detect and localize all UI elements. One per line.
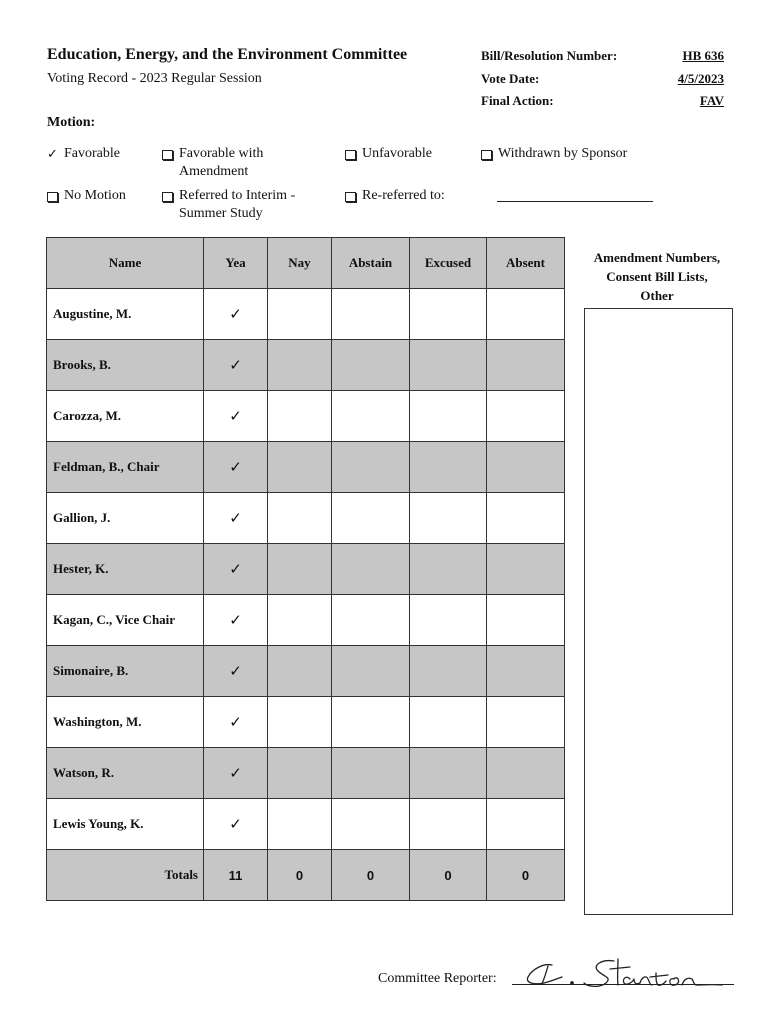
checkbox-icon xyxy=(162,150,173,160)
nay-cell xyxy=(268,340,332,391)
totals-row xyxy=(47,850,565,901)
member-name: Hester, K. xyxy=(47,544,204,595)
abstain-cell xyxy=(332,799,410,850)
nay-cell xyxy=(268,646,332,697)
total-excused: 0 xyxy=(410,850,487,901)
abstain-cell xyxy=(332,340,410,391)
abstain-cell xyxy=(332,544,410,595)
checkbox-icon xyxy=(47,192,58,202)
yea-cell xyxy=(204,289,268,340)
absent-cell xyxy=(487,391,565,442)
yea-cell xyxy=(204,748,268,799)
member-name: Augustine, M. xyxy=(47,289,204,340)
yea-cell xyxy=(204,595,268,646)
excused-cell xyxy=(410,289,487,340)
nay-cell xyxy=(268,799,332,850)
vote-date-label: Vote Date: xyxy=(481,71,540,86)
excused-cell xyxy=(410,544,487,595)
option-withdrawn-label: Withdrawn by Sponsor xyxy=(498,146,628,161)
checkmark-icon: ✓ xyxy=(229,815,242,833)
excused-cell xyxy=(410,595,487,646)
option-rereferred[interactable] xyxy=(345,187,445,205)
checkmark-icon: ✓ xyxy=(229,611,242,629)
table-row xyxy=(47,595,565,646)
yea-cell xyxy=(204,799,268,850)
table-row xyxy=(47,340,565,391)
member-name: Kagan, C., Vice Chair xyxy=(47,595,204,646)
abstain-cell xyxy=(332,391,410,442)
yea-cell xyxy=(204,493,268,544)
checkmark-icon: ✓ xyxy=(229,509,242,527)
excused-cell xyxy=(410,646,487,697)
amendment-header-line3: Other xyxy=(640,288,674,303)
absent-cell xyxy=(487,595,565,646)
excused-cell xyxy=(410,442,487,493)
abstain-cell xyxy=(332,289,410,340)
bill-number-value: HB 636 xyxy=(682,48,724,63)
member-name: Brooks, B. xyxy=(47,340,204,391)
total-yea: 11 xyxy=(204,850,268,901)
nay-cell xyxy=(268,595,332,646)
table-row xyxy=(47,697,565,748)
voting-table xyxy=(46,237,565,901)
motion-label: Motion: xyxy=(47,115,96,130)
absent-cell xyxy=(487,493,565,544)
committee-reporter-label: Committee Reporter: xyxy=(378,971,497,986)
member-name: Washington, M. xyxy=(47,697,204,748)
col-header-nay: Nay xyxy=(268,238,332,289)
option-unfavorable-label: Unfavorable xyxy=(362,146,432,161)
abstain-cell xyxy=(332,697,410,748)
checkmark-icon: ✓ xyxy=(229,356,242,374)
absent-cell xyxy=(487,289,565,340)
absent-cell xyxy=(487,340,565,391)
absent-cell xyxy=(487,646,565,697)
absent-cell xyxy=(487,442,565,493)
checkmark-icon: ✓ xyxy=(229,764,242,782)
final-action-value: FAV xyxy=(699,93,724,108)
table-header-row xyxy=(47,238,565,289)
absent-cell xyxy=(487,748,565,799)
signature-image xyxy=(522,955,734,991)
option-withdrawn[interactable] xyxy=(481,145,627,163)
table-row xyxy=(47,646,565,697)
rereferred-blank-line xyxy=(497,201,653,202)
abstain-cell xyxy=(332,595,410,646)
checkbox-icon xyxy=(345,192,356,202)
table-row xyxy=(47,442,565,493)
option-no-motion-label: No Motion xyxy=(64,188,126,203)
checkmark-icon: ✓ xyxy=(47,146,58,161)
excused-cell xyxy=(410,391,487,442)
abstain-cell xyxy=(332,646,410,697)
member-name: Simonaire, B. xyxy=(47,646,204,697)
option-unfavorable[interactable] xyxy=(345,145,432,163)
total-abstain: 0 xyxy=(332,850,410,901)
amendment-notes-box[interactable] xyxy=(584,308,733,915)
total-nay: 0 xyxy=(268,850,332,901)
member-name: Feldman, B., Chair xyxy=(47,442,204,493)
table-row xyxy=(47,544,565,595)
option-favorable-label: Favorable xyxy=(64,146,120,161)
option-referred-line1: Referred to Interim - xyxy=(179,188,296,203)
nay-cell xyxy=(268,442,332,493)
checkmark-icon: ✓ xyxy=(229,560,242,578)
col-header-name: Name xyxy=(47,238,204,289)
nay-cell xyxy=(268,391,332,442)
excused-cell xyxy=(410,697,487,748)
checkmark-icon: ✓ xyxy=(229,713,242,731)
absent-cell xyxy=(487,544,565,595)
table-row xyxy=(47,289,565,340)
col-header-abstain: Abstain xyxy=(332,238,410,289)
checkmark-icon: ✓ xyxy=(229,458,242,476)
excused-cell xyxy=(410,493,487,544)
amendment-panel-header xyxy=(582,248,732,305)
nay-cell xyxy=(268,544,332,595)
nay-cell xyxy=(268,748,332,799)
member-name: Gallion, J. xyxy=(47,493,204,544)
col-header-yea: Yea xyxy=(204,238,268,289)
totals-label: Totals xyxy=(47,850,204,901)
amendment-header-line2: Consent Bill Lists, xyxy=(606,269,708,284)
checkbox-icon xyxy=(345,150,356,160)
nay-cell xyxy=(268,493,332,544)
option-no-motion[interactable] xyxy=(47,187,126,205)
abstain-cell xyxy=(332,442,410,493)
table-row xyxy=(47,799,565,850)
voting-record-subtitle: Voting Record - 2023 Regular Session xyxy=(47,71,262,86)
option-fwa-line2: Amendment xyxy=(179,164,249,179)
table-row xyxy=(47,391,565,442)
checkmark-icon: ✓ xyxy=(229,305,242,323)
amendment-header-line1: Amendment Numbers, xyxy=(593,250,721,265)
table-row xyxy=(47,748,565,799)
excused-cell xyxy=(410,340,487,391)
abstain-cell xyxy=(332,748,410,799)
table-row xyxy=(47,493,565,544)
yea-cell xyxy=(204,340,268,391)
member-name: Carozza, M. xyxy=(47,391,204,442)
option-favorable-with-amendment[interactable] xyxy=(162,145,263,181)
option-rereferred-label: Re-referred to: xyxy=(362,188,445,203)
option-favorable[interactable] xyxy=(47,145,120,163)
option-referred-line2: Summer Study xyxy=(179,206,263,221)
col-header-excused: Excused xyxy=(410,238,487,289)
excused-cell xyxy=(410,748,487,799)
final-action-label: Final Action: xyxy=(481,93,554,108)
yea-cell xyxy=(204,442,268,493)
yea-cell xyxy=(204,391,268,442)
option-referred-interim[interactable] xyxy=(162,187,295,223)
checkmark-icon: ✓ xyxy=(229,407,242,425)
yea-cell xyxy=(204,544,268,595)
absent-cell xyxy=(487,799,565,850)
abstain-cell xyxy=(332,493,410,544)
committee-title: Education, Energy, and the Environment Committee xyxy=(47,46,408,63)
excused-cell xyxy=(410,799,487,850)
yea-cell xyxy=(204,646,268,697)
nay-cell xyxy=(268,289,332,340)
absent-cell xyxy=(487,697,565,748)
bill-number-label: Bill/Resolution Number: xyxy=(481,48,618,63)
member-name: Watson, R. xyxy=(47,748,204,799)
vote-date-value: 4/5/2023 xyxy=(677,71,724,86)
yea-cell xyxy=(204,697,268,748)
nay-cell xyxy=(268,697,332,748)
checkbox-icon xyxy=(162,192,173,202)
total-absent: 0 xyxy=(487,850,565,901)
checkmark-icon: ✓ xyxy=(229,662,242,680)
member-name: Lewis Young, K. xyxy=(47,799,204,850)
option-fwa-line1: Favorable with xyxy=(179,146,264,161)
col-header-absent: Absent xyxy=(487,238,565,289)
checkbox-icon xyxy=(481,150,492,160)
